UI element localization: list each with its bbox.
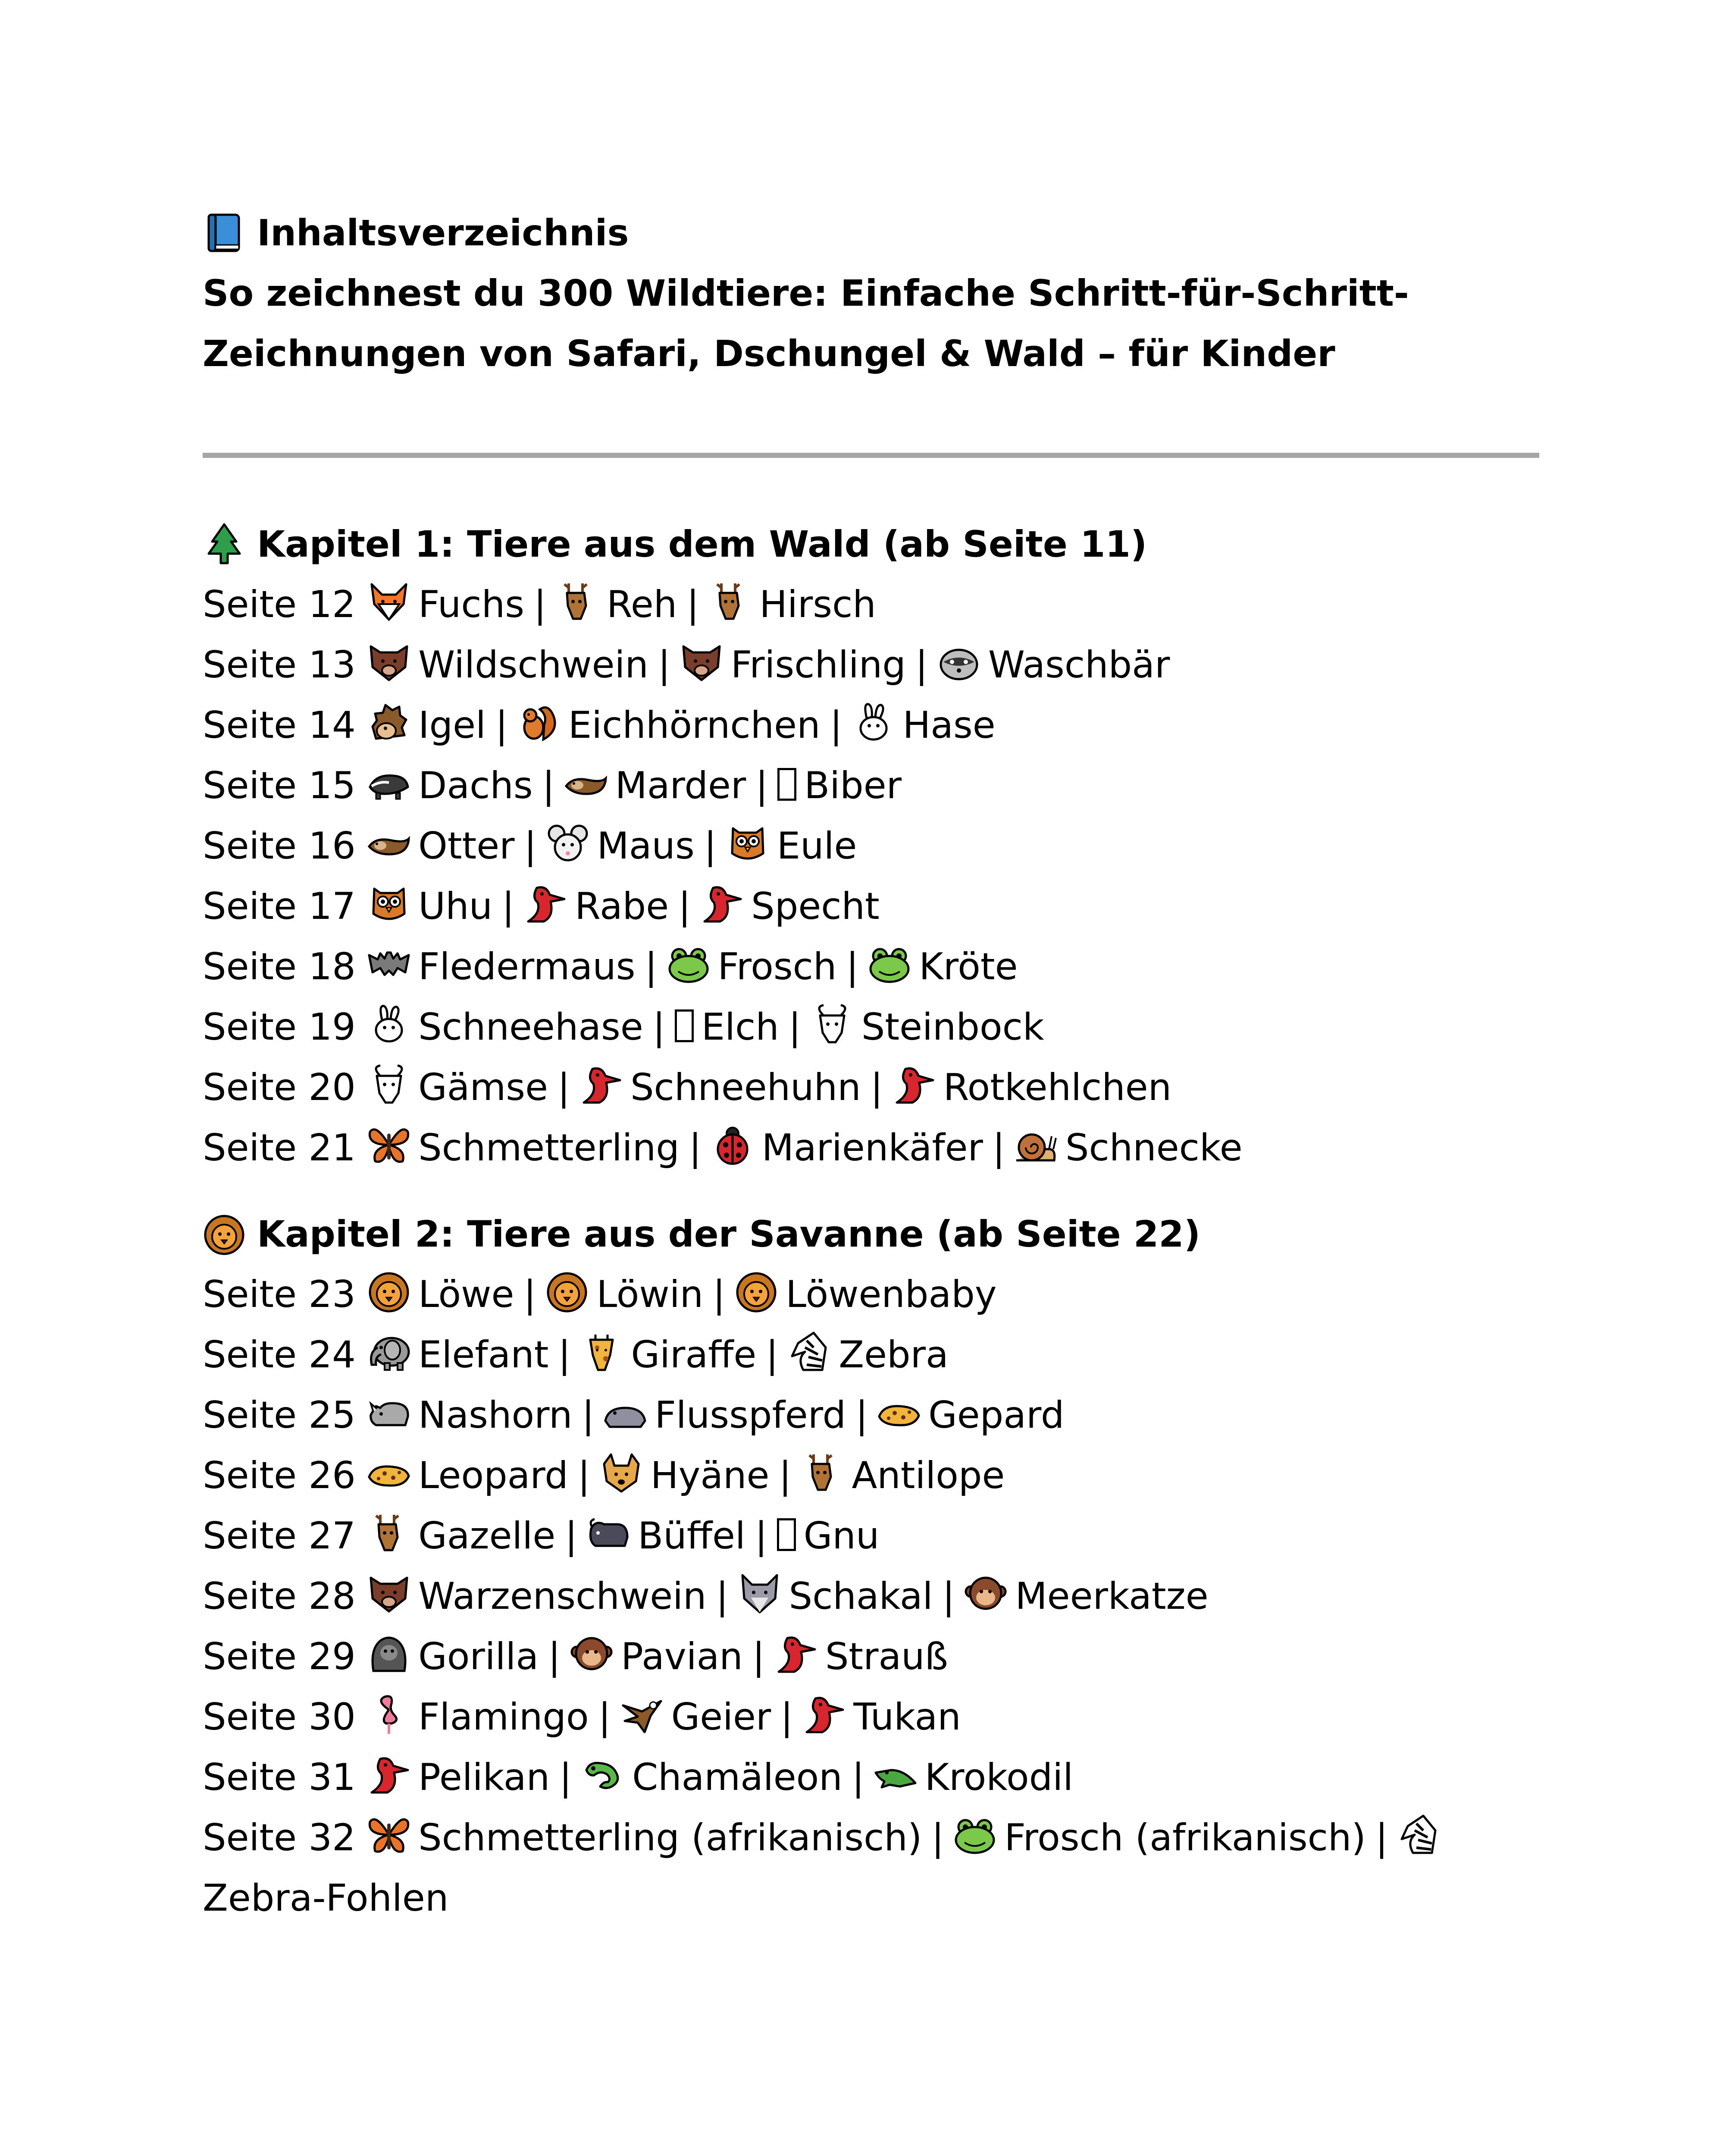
animal-name: Krokodil xyxy=(924,1756,1073,1799)
mouse-icon xyxy=(546,821,589,865)
item-separator: | xyxy=(577,1454,590,1497)
item-separator: | xyxy=(942,1575,955,1618)
animal-entry xyxy=(675,1006,779,1049)
item-separator: | xyxy=(548,1635,561,1678)
animal-entry xyxy=(788,1333,948,1376)
book-subtitle-line-1: So zeichnest du 300 Wildtiere: Einfache Schritt-für-Schritt- xyxy=(203,272,1409,314)
animal-entry xyxy=(367,1575,706,1618)
item-separator: | xyxy=(534,583,546,626)
animal-name: Hirsch xyxy=(759,583,876,626)
page-number: Seite 23 xyxy=(203,1273,356,1316)
animal-name: Geier xyxy=(671,1695,771,1739)
page-number: Seite 18 xyxy=(203,945,356,988)
deer-icon xyxy=(367,1511,410,1554)
leopard-icon xyxy=(367,1451,410,1494)
animal-name: Leopard xyxy=(418,1454,568,1497)
item-separator: | xyxy=(565,1514,578,1557)
animal-name: Dachs xyxy=(418,764,533,807)
fox-icon xyxy=(367,580,410,623)
item-separator: | xyxy=(686,583,699,626)
animal-entry xyxy=(367,1333,548,1376)
book-subtitle-line-2: Zeichnungen von Safari, Dschungel & Wald – für Kinder xyxy=(203,332,1335,375)
animal-name: Pelikan xyxy=(418,1756,550,1799)
otter-icon xyxy=(367,821,410,865)
page-number: Seite 17 xyxy=(203,885,356,928)
deer-icon xyxy=(556,580,599,623)
animal-entry xyxy=(937,643,1170,686)
toc-row xyxy=(203,997,1539,1057)
butterfly-icon xyxy=(367,1813,410,1856)
chapter-title: Kapitel 2: Tiere aus der Savanne (ab Seite 22) xyxy=(257,1213,1201,1255)
animal-entry xyxy=(893,1066,1171,1109)
page-number: Seite 32 xyxy=(203,1816,356,1859)
gorilla-icon xyxy=(367,1632,410,1675)
animal-entry xyxy=(801,1454,1005,1497)
animal-entry xyxy=(711,1126,983,1169)
frog-icon xyxy=(868,942,911,985)
animal-name: Rabe xyxy=(575,885,669,928)
item-separator: | xyxy=(780,1695,793,1739)
toc-row xyxy=(203,1687,1539,1747)
animal-entry xyxy=(600,1454,770,1497)
frog-icon xyxy=(667,942,710,985)
eagle-icon xyxy=(620,1692,664,1736)
page-number: Seite 12 xyxy=(203,583,356,626)
animal-name: Warzenschwein xyxy=(418,1575,707,1618)
buffalo-icon xyxy=(587,1511,630,1554)
lion-icon xyxy=(367,1270,410,1313)
item-separator: | xyxy=(559,1756,572,1799)
animal-entry xyxy=(581,1756,843,1799)
bird-icon xyxy=(700,882,743,925)
item-separator: | xyxy=(689,1126,702,1169)
animal-entry xyxy=(580,1333,756,1376)
item-separator: | xyxy=(779,1454,792,1497)
goat-icon xyxy=(367,1063,410,1106)
bird-icon xyxy=(802,1692,846,1736)
animal-name: Zebra xyxy=(839,1333,949,1376)
animal-name: Meerkatze xyxy=(1015,1575,1209,1618)
animal-name: Schnecke xyxy=(1065,1126,1243,1169)
animal-entry xyxy=(620,1695,771,1739)
animal-name: Biber xyxy=(804,764,902,807)
page-number: Seite 28 xyxy=(203,1575,356,1618)
toc-row xyxy=(203,1264,1539,1325)
toc-content xyxy=(203,203,1539,1928)
toc-row xyxy=(203,1057,1539,1118)
chapter-section-1 xyxy=(203,514,1539,1178)
animal-entry xyxy=(556,583,677,626)
animal-name: Gorilla xyxy=(418,1635,539,1678)
animal-name: Kröte xyxy=(919,945,1018,988)
animal-name: Specht xyxy=(751,885,880,928)
item-separator: | xyxy=(766,1333,779,1376)
zebra-icon xyxy=(1397,1813,1441,1856)
animal-name: Igel xyxy=(418,704,486,747)
page-number: Seite 27 xyxy=(203,1514,356,1557)
missing-glyph-icon xyxy=(777,768,796,801)
toc-row xyxy=(203,1506,1539,1566)
lion-icon xyxy=(545,1270,589,1313)
toc-row xyxy=(203,1808,1539,1928)
animal-entry xyxy=(367,583,524,626)
rabbit-icon xyxy=(367,1003,410,1046)
book-icon xyxy=(203,211,246,254)
animal-name: Eichhörnchen xyxy=(568,704,821,747)
toc-row xyxy=(203,1385,1539,1445)
animal-name: Frosch xyxy=(717,945,837,988)
animal-name: Frischling xyxy=(730,643,906,686)
page-number: Seite 30 xyxy=(203,1695,356,1739)
animal-entry xyxy=(367,1126,680,1169)
animal-entry xyxy=(524,885,669,928)
boar-icon xyxy=(367,1572,410,1615)
animal-name: Steinbock xyxy=(861,1006,1044,1049)
page-number: Seite 14 xyxy=(203,704,356,747)
animal-name: Otter xyxy=(418,824,515,868)
animal-entry xyxy=(738,1575,933,1618)
animal-entry xyxy=(802,1695,961,1739)
item-separator: | xyxy=(852,1756,864,1799)
wolf-icon xyxy=(738,1572,781,1615)
toc-title: Inhaltsverzeichnis xyxy=(257,212,629,254)
item-separator: | xyxy=(598,1695,611,1739)
frog-icon xyxy=(953,1813,996,1856)
boar-icon xyxy=(680,640,723,683)
animal-entry xyxy=(735,1273,997,1316)
toc-row xyxy=(203,1118,1539,1178)
animal-name: Rotkehlchen xyxy=(943,1066,1172,1109)
raccoon-icon xyxy=(937,640,980,683)
chapter-section-2 xyxy=(203,1204,1539,1928)
animal-entry xyxy=(964,1575,1208,1618)
monkey-icon xyxy=(964,1572,1007,1615)
item-separator: | xyxy=(931,1816,944,1859)
butterfly-icon xyxy=(367,1123,410,1166)
item-separator: | xyxy=(502,885,515,928)
page-number: Seite 26 xyxy=(203,1454,356,1497)
item-separator: | xyxy=(523,1273,536,1316)
lizard-icon xyxy=(581,1753,624,1796)
hedgehog-icon xyxy=(367,701,410,744)
animal-entry xyxy=(545,1273,703,1316)
bat-icon xyxy=(367,942,410,985)
otter-icon xyxy=(564,761,608,804)
animal-name: Zebra-Fohlen xyxy=(203,1877,449,1920)
animal-name: Schmetterling (afrikanisch) xyxy=(418,1816,922,1859)
animal-entry xyxy=(367,643,648,686)
page-number: Seite 16 xyxy=(203,824,356,868)
item-separator: | xyxy=(542,764,555,807)
item-separator: | xyxy=(524,824,537,868)
item-separator: | xyxy=(855,1394,868,1437)
leopard-icon xyxy=(877,1391,921,1434)
animal-entry xyxy=(680,643,906,686)
animal-name: Löwin xyxy=(596,1273,704,1316)
animal-name: Pavian xyxy=(621,1635,743,1678)
item-separator: | xyxy=(788,1006,801,1049)
animal-entry xyxy=(874,1756,1073,1799)
dog-icon xyxy=(600,1451,643,1494)
toc-title-line xyxy=(203,203,1539,263)
animal-entry xyxy=(517,704,821,747)
page-number: Seite 15 xyxy=(203,764,356,807)
toc-row xyxy=(203,574,1539,635)
bird-icon xyxy=(774,1632,817,1675)
toc-row xyxy=(203,755,1539,816)
owl-icon xyxy=(726,821,769,865)
item-separator: | xyxy=(716,1575,729,1618)
item-separator: | xyxy=(582,1394,595,1437)
animal-name: Elefant xyxy=(418,1333,549,1376)
page-number: Seite 31 xyxy=(203,1756,356,1799)
item-separator: | xyxy=(830,704,843,747)
animal-name: Uhu xyxy=(418,885,493,928)
monkey-icon xyxy=(570,1632,613,1675)
animal-name: Büffel xyxy=(638,1514,745,1557)
animal-entry xyxy=(579,1066,861,1109)
zebra-icon xyxy=(788,1330,831,1373)
page-number: Seite 13 xyxy=(203,643,356,686)
animal-entry xyxy=(700,885,880,928)
animal-entry xyxy=(367,945,635,988)
animal-entry xyxy=(367,1066,548,1109)
item-separator: | xyxy=(915,643,928,686)
animal-name: Schneehase xyxy=(418,1006,643,1049)
animal-name: Hyäne xyxy=(650,1454,770,1497)
toc-row xyxy=(203,816,1539,876)
missing-glyph-icon xyxy=(675,1009,694,1042)
toc-row xyxy=(203,1747,1539,1808)
animal-entry xyxy=(868,945,1018,988)
page-number: Seite 24 xyxy=(203,1333,356,1376)
tree-icon xyxy=(203,523,246,566)
chapter-list xyxy=(203,514,1539,1928)
animal-name: Antilope xyxy=(852,1454,1005,1497)
animal-name: Strauß xyxy=(825,1635,948,1678)
animal-entry xyxy=(367,1454,568,1497)
animal-entry xyxy=(367,1514,555,1557)
animal-entry xyxy=(953,1816,1366,1859)
ladybug-icon xyxy=(711,1123,754,1166)
animal-entry xyxy=(774,1635,948,1678)
boar-icon xyxy=(367,640,410,683)
animal-entry xyxy=(1015,1126,1243,1169)
animal-name: Maus xyxy=(597,824,695,868)
animal-name: Reh xyxy=(607,583,677,626)
animal-entry xyxy=(367,1394,572,1437)
animal-name: Löwenbaby xyxy=(786,1273,997,1316)
animal-name: Frosch (afrikanisch) xyxy=(1004,1816,1366,1859)
item-separator: | xyxy=(870,1066,883,1109)
item-separator: | xyxy=(558,1333,571,1376)
animal-name: Tukan xyxy=(853,1695,961,1739)
deer-icon xyxy=(708,580,752,623)
animal-name: Flamingo xyxy=(418,1695,589,1739)
horizontal-divider xyxy=(203,453,1539,458)
animal-name: Schneehuhn xyxy=(630,1066,861,1109)
animal-entry xyxy=(367,1635,539,1678)
animal-name: Gepard xyxy=(928,1394,1065,1437)
elephant-icon xyxy=(367,1330,410,1373)
animal-entry xyxy=(367,764,533,807)
animal-entry xyxy=(708,583,876,626)
item-separator: | xyxy=(678,885,691,928)
animal-entry xyxy=(667,945,837,988)
bird-icon xyxy=(579,1063,623,1106)
animal-entry xyxy=(367,1695,589,1739)
hippo-icon xyxy=(604,1391,647,1434)
animal-entry xyxy=(546,824,695,868)
chapter-title: Kapitel 1: Tiere aus dem Wald (ab Seite 11) xyxy=(257,523,1147,565)
animal-name: Hase xyxy=(902,704,996,747)
animal-name: Chamäleon xyxy=(632,1756,843,1799)
item-separator: | xyxy=(713,1273,726,1316)
animal-entry xyxy=(852,704,996,747)
animal-entry xyxy=(726,824,857,868)
toc-row xyxy=(203,1325,1539,1385)
item-separator: | xyxy=(495,704,508,747)
item-separator: | xyxy=(658,643,670,686)
animal-name: Schmetterling xyxy=(418,1126,680,1169)
animal-entry xyxy=(877,1394,1064,1437)
item-separator: | xyxy=(752,1635,765,1678)
item-separator: | xyxy=(645,945,658,988)
item-separator: | xyxy=(755,1514,767,1557)
toc-row xyxy=(203,876,1539,937)
animal-name: Gazelle xyxy=(418,1514,556,1557)
toc-row xyxy=(203,1445,1539,1506)
rabbit-icon xyxy=(852,701,895,744)
animal-name: Eule xyxy=(777,824,857,868)
animal-entry xyxy=(367,824,514,868)
animal-name: Gämse xyxy=(418,1066,548,1109)
bird-icon xyxy=(893,1063,936,1106)
page-number: Seite 21 xyxy=(203,1126,356,1169)
animal-entry xyxy=(777,1514,880,1557)
item-separator: | xyxy=(755,764,768,807)
badger-icon xyxy=(367,761,410,804)
animal-entry xyxy=(367,1756,550,1799)
squirrel-icon xyxy=(517,701,561,744)
animal-entry xyxy=(811,1006,1044,1049)
animal-name: Giraffe xyxy=(631,1333,757,1376)
crocodile-icon xyxy=(874,1753,917,1796)
lion-icon xyxy=(735,1270,778,1313)
chapter-heading xyxy=(203,1204,1539,1264)
snail-icon xyxy=(1015,1123,1058,1166)
toc-row xyxy=(203,1626,1539,1687)
page-number: Seite 19 xyxy=(203,1006,356,1049)
bird-icon xyxy=(367,1753,410,1796)
animal-entry xyxy=(367,885,492,928)
item-separator: | xyxy=(704,824,717,868)
toc-row xyxy=(203,635,1539,695)
flamingo-icon xyxy=(367,1692,410,1736)
toc-row xyxy=(203,937,1539,997)
goat-icon xyxy=(811,1003,854,1046)
toc-row xyxy=(203,1566,1539,1626)
item-separator: | xyxy=(992,1126,1005,1169)
animal-name: Marder xyxy=(615,764,746,807)
giraffe-icon xyxy=(580,1330,623,1373)
bird-icon xyxy=(524,882,567,925)
animal-entry xyxy=(367,1273,514,1316)
animal-name: Wildschwein xyxy=(418,643,648,686)
chapter-heading xyxy=(203,514,1539,574)
page-number: Seite 25 xyxy=(203,1394,356,1437)
page-number: Seite 29 xyxy=(203,1635,356,1678)
lion-icon xyxy=(203,1213,246,1256)
animal-entry xyxy=(367,1816,922,1859)
item-separator: | xyxy=(557,1066,570,1109)
animal-entry xyxy=(604,1394,846,1437)
animal-name: Flusspferd xyxy=(655,1394,846,1437)
deer-icon xyxy=(801,1451,844,1494)
animal-entry xyxy=(777,764,902,807)
page-number: Seite 20 xyxy=(203,1066,356,1109)
animal-entry xyxy=(570,1635,743,1678)
animal-name: Waschbär xyxy=(988,643,1170,686)
animal-name: Löwe xyxy=(418,1273,514,1316)
toc-row xyxy=(203,695,1539,755)
animal-name: Gnu xyxy=(803,1514,880,1557)
animal-entry xyxy=(367,704,486,747)
animal-name: Fuchs xyxy=(418,583,525,626)
animal-name: Elch xyxy=(701,1006,779,1049)
rhino-icon xyxy=(367,1391,410,1434)
item-separator: | xyxy=(652,1006,665,1049)
animal-entry xyxy=(564,764,746,807)
animal-name: Marienkäfer xyxy=(761,1126,983,1169)
animal-name: Nashorn xyxy=(418,1394,573,1437)
item-separator: | xyxy=(846,945,859,988)
animal-name: Schakal xyxy=(789,1575,933,1618)
animal-name: Fledermaus xyxy=(418,945,636,988)
missing-glyph-icon xyxy=(777,1518,796,1551)
owl-icon xyxy=(367,882,410,925)
item-separator: | xyxy=(1375,1816,1388,1859)
animal-entry xyxy=(587,1514,745,1557)
animal-entry xyxy=(367,1006,643,1049)
